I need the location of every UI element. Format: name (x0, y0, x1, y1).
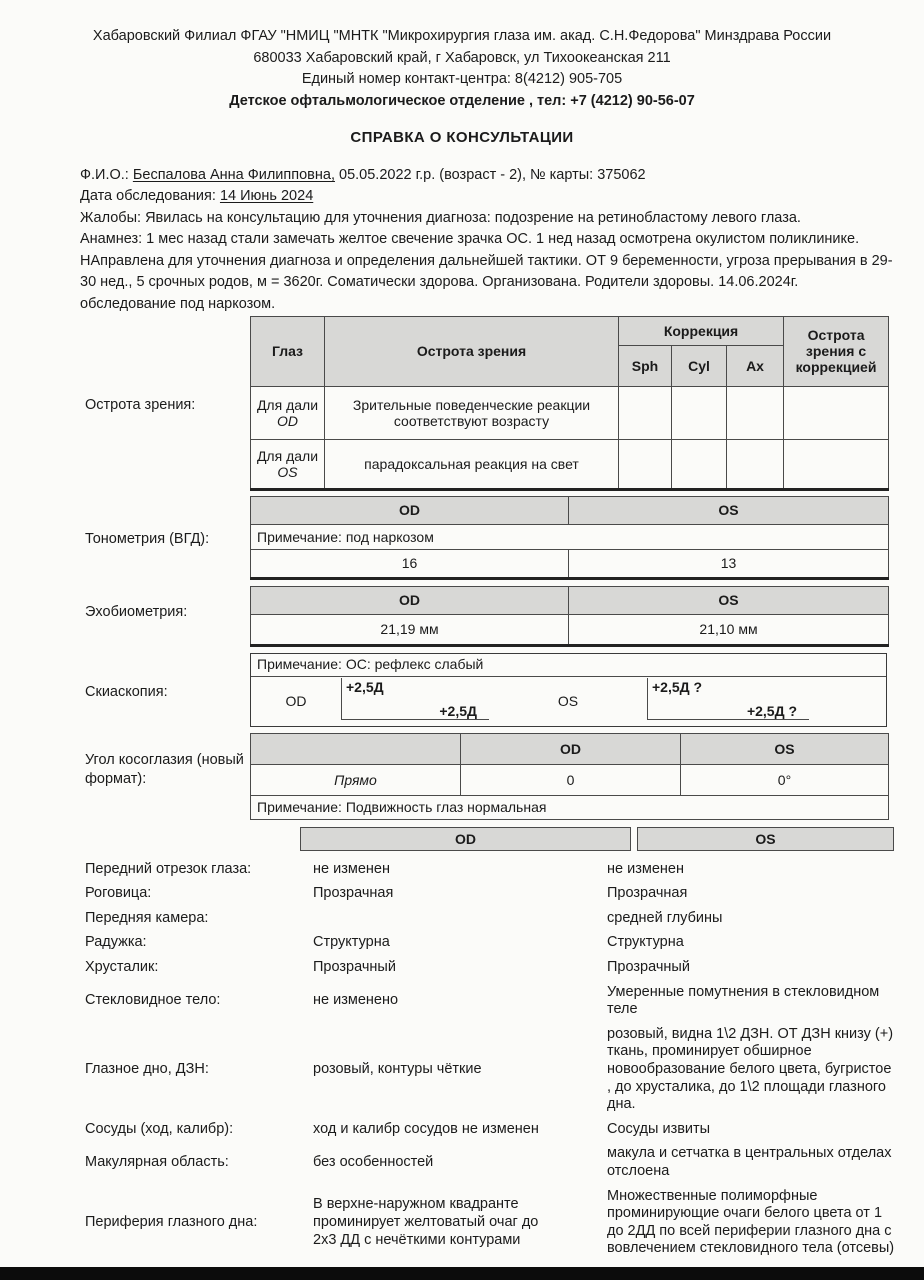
skiascopy-od-value-2: +2,5Д (439, 702, 477, 719)
skiascopy-note: Примечание: ОС: рефлекс слабый (251, 654, 886, 677)
exam-row-lens: Хрусталик: Прозрачный Прозрачный (85, 959, 690, 976)
clinic-contact-phone: Единый номер контакт-центра: 8(4212) 905-705 (301, 71, 623, 87)
eye-distance-label: Для дали (256, 396, 319, 413)
document-title: СПРАВКА О КОНСУЛЬТАЦИИ (350, 129, 574, 146)
clinic-header (0, 0, 924, 149)
tonometry-note: Примечание: под наркозом (251, 524, 889, 549)
eye-distance-label: Для дали (256, 447, 319, 464)
echobiometry-os-value: 21,10 мм (569, 614, 889, 645)
skiascopy-section (85, 653, 924, 727)
exam-os-header: OS (637, 827, 894, 851)
exam-date-label: Дата обследования: (80, 188, 216, 205)
col-cyl: Cyl (672, 345, 727, 386)
clinic-address: 680033 Хабаровский край, г Хабаровск, ул Тихоокеанская 211 (253, 49, 671, 66)
tonometry-od-header: OD (251, 496, 569, 524)
col-corrected-acuity: Острота зрения с коррекцией (784, 316, 889, 386)
patient-info-block (80, 165, 896, 316)
exam-row-periphery: Периферия глазного дна: В верхне-наружном квадранте проминирует желтоватый очаг до 2х3 ДД с нечёткими контурами Множественные полиморфные проминирующие очаги белого цвета от 1 до 2ДД по всей периферии глазного дна с вовлечением стекловидного тела (отсевы) (85, 1187, 895, 1257)
skiascopy-od-value-1: +2,5Д (346, 678, 384, 695)
tonometry-label: Тонометрия (ВГД): (85, 530, 210, 547)
col-correction: Коррекция (619, 316, 784, 345)
skiascopy-od-values (341, 678, 489, 720)
col-ax: Ax (727, 345, 784, 386)
acuity-row-os (251, 439, 889, 489)
tonometry-os-value: 13 (569, 549, 889, 578)
exam-date-value: 14 Июнь 2024 (219, 188, 314, 205)
exam-row-fundus-disc: Глазное дно, ДЗН: розовый, контуры чёткие розовый, видна 1\2 ДЗН. ОТ ДЗН книзу (+) ткань, проминирует обширное новообразование белого цвета, бугристое , до хрусталика, до 1\2 площади глазного дна. (85, 1025, 894, 1113)
exam-date-line (80, 186, 896, 208)
angle-od-value: 0 (461, 764, 681, 795)
patient-name: Беспалова Анна Филипповна, (132, 166, 335, 183)
department-phone-line: Детское офтальмологическое отделение , тел: +7 (4212) 90-56-07 (229, 92, 695, 109)
col-sph: Sph (619, 345, 672, 386)
angle-os-header: OS (681, 733, 889, 764)
skiascopy-os-value-2: +2,5Д ? (746, 702, 797, 719)
exam-row-vessels: Сосуды (ход, калибр): ход и калибр сосудов не изменен Сосуды извиты (85, 1120, 711, 1137)
tonometry-table (250, 496, 889, 580)
acuity-os-value: парадоксальная реакция на свет (325, 439, 619, 489)
patient-fio-line (80, 165, 896, 187)
complaints-line: Жалобы: Явилась на консультацию для уточнения диагноза: подозрение на ретинобластому левого глаза. (80, 209, 801, 226)
anamnesis-paragraph: Анамнез: 1 мес назад стали замечать желтое свечение зрачка ОС. 1 нед назад осмотрена окулистом поликлинике. НАправлена для уточнения диагноза и определения дальнейшей тактики. ОТ 9 беременности, угроза прерывания в 29-30 нед., 5 срочных родов, м = 3620г. Соматически здорова. Организована. Родители здоровы. 14.06.2024г. обследование под наркозом. (80, 231, 893, 313)
echobiometry-section (85, 586, 924, 647)
angle-empty-header (251, 733, 461, 764)
echobiometry-table (250, 586, 889, 647)
eye-od-label: OD (277, 412, 298, 429)
angle-od-header: OD (461, 733, 681, 764)
exam-row-cornea: Роговица: Прозрачная Прозрачная (85, 885, 688, 902)
screen-bottom-bar (0, 1267, 924, 1280)
exam-row-anterior-chamber: Передняя камера: средней глубины (85, 909, 723, 926)
biomicroscopy-section (85, 827, 924, 1258)
skiascopy-os-label: OS (557, 693, 579, 710)
fio-label: Ф.И.О.: (80, 166, 129, 183)
exam-row-anterior-segment: Передний отрезок глаза: не изменен не изменен (85, 860, 684, 877)
angle-os-value: 0° (681, 764, 889, 795)
angle-direction: Прямо (251, 764, 461, 795)
echobiometry-od-header: OD (251, 586, 569, 614)
skiascopy-os-values (647, 678, 809, 720)
echobiometry-od-value: 21,19 мм (251, 614, 569, 645)
exam-row-vitreous: Стекловидное тело: не изменено Умеренные помутнения в стекловидном теле (85, 983, 880, 1018)
acuity-section (85, 316, 924, 491)
skiascopy-od-label: OD (285, 693, 307, 710)
tonometry-section (85, 496, 924, 580)
acuity-label: Острота зрения: (85, 396, 196, 413)
exam-row-iris: Радужка: Структурна Структурна (85, 934, 684, 951)
tonometry-od-value: 16 (251, 549, 569, 578)
exam-row-macula: Макулярная область: без особенностей макула и сетчатка в центральных отделах отслоена (85, 1145, 892, 1179)
skiascopy-table (250, 653, 887, 727)
col-eye: Глаз (251, 316, 325, 386)
tonometry-os-header: OS (569, 496, 889, 524)
strabismus-angle-table (250, 733, 889, 820)
echobiometry-os-header: OS (569, 586, 889, 614)
eye-os-label: OS (277, 463, 298, 480)
acuity-table (250, 316, 889, 491)
strabismus-angle-section (85, 733, 924, 820)
skiascopy-label: Скиаскопия: (85, 683, 168, 700)
patient-birth-card: 05.05.2022 г.р. (возраст - 2), № карты: 375062 (339, 166, 646, 183)
exam-od-header: OD (300, 827, 631, 851)
skiascopy-os-value-1: +2,5Д ? (652, 678, 703, 695)
echobiometry-label: Эхобиометрия: (85, 603, 188, 620)
strabismus-angle-label: Угол косоглазия (новый формат): (85, 751, 244, 787)
acuity-row-od (251, 386, 889, 439)
acuity-od-value: Зрительные поведенческие реакции соответствуют возрасту (325, 386, 619, 439)
col-acuity: Острота зрения (325, 316, 619, 386)
angle-note: Примечание: Подвижность глаз нормальная (251, 795, 889, 819)
clinic-name: Хабаровский Филиал ФГАУ "НМИЦ "МНТК "Микрохирургия глаза им. акад. С.Н.Федорова" Минздрава России (92, 28, 832, 44)
